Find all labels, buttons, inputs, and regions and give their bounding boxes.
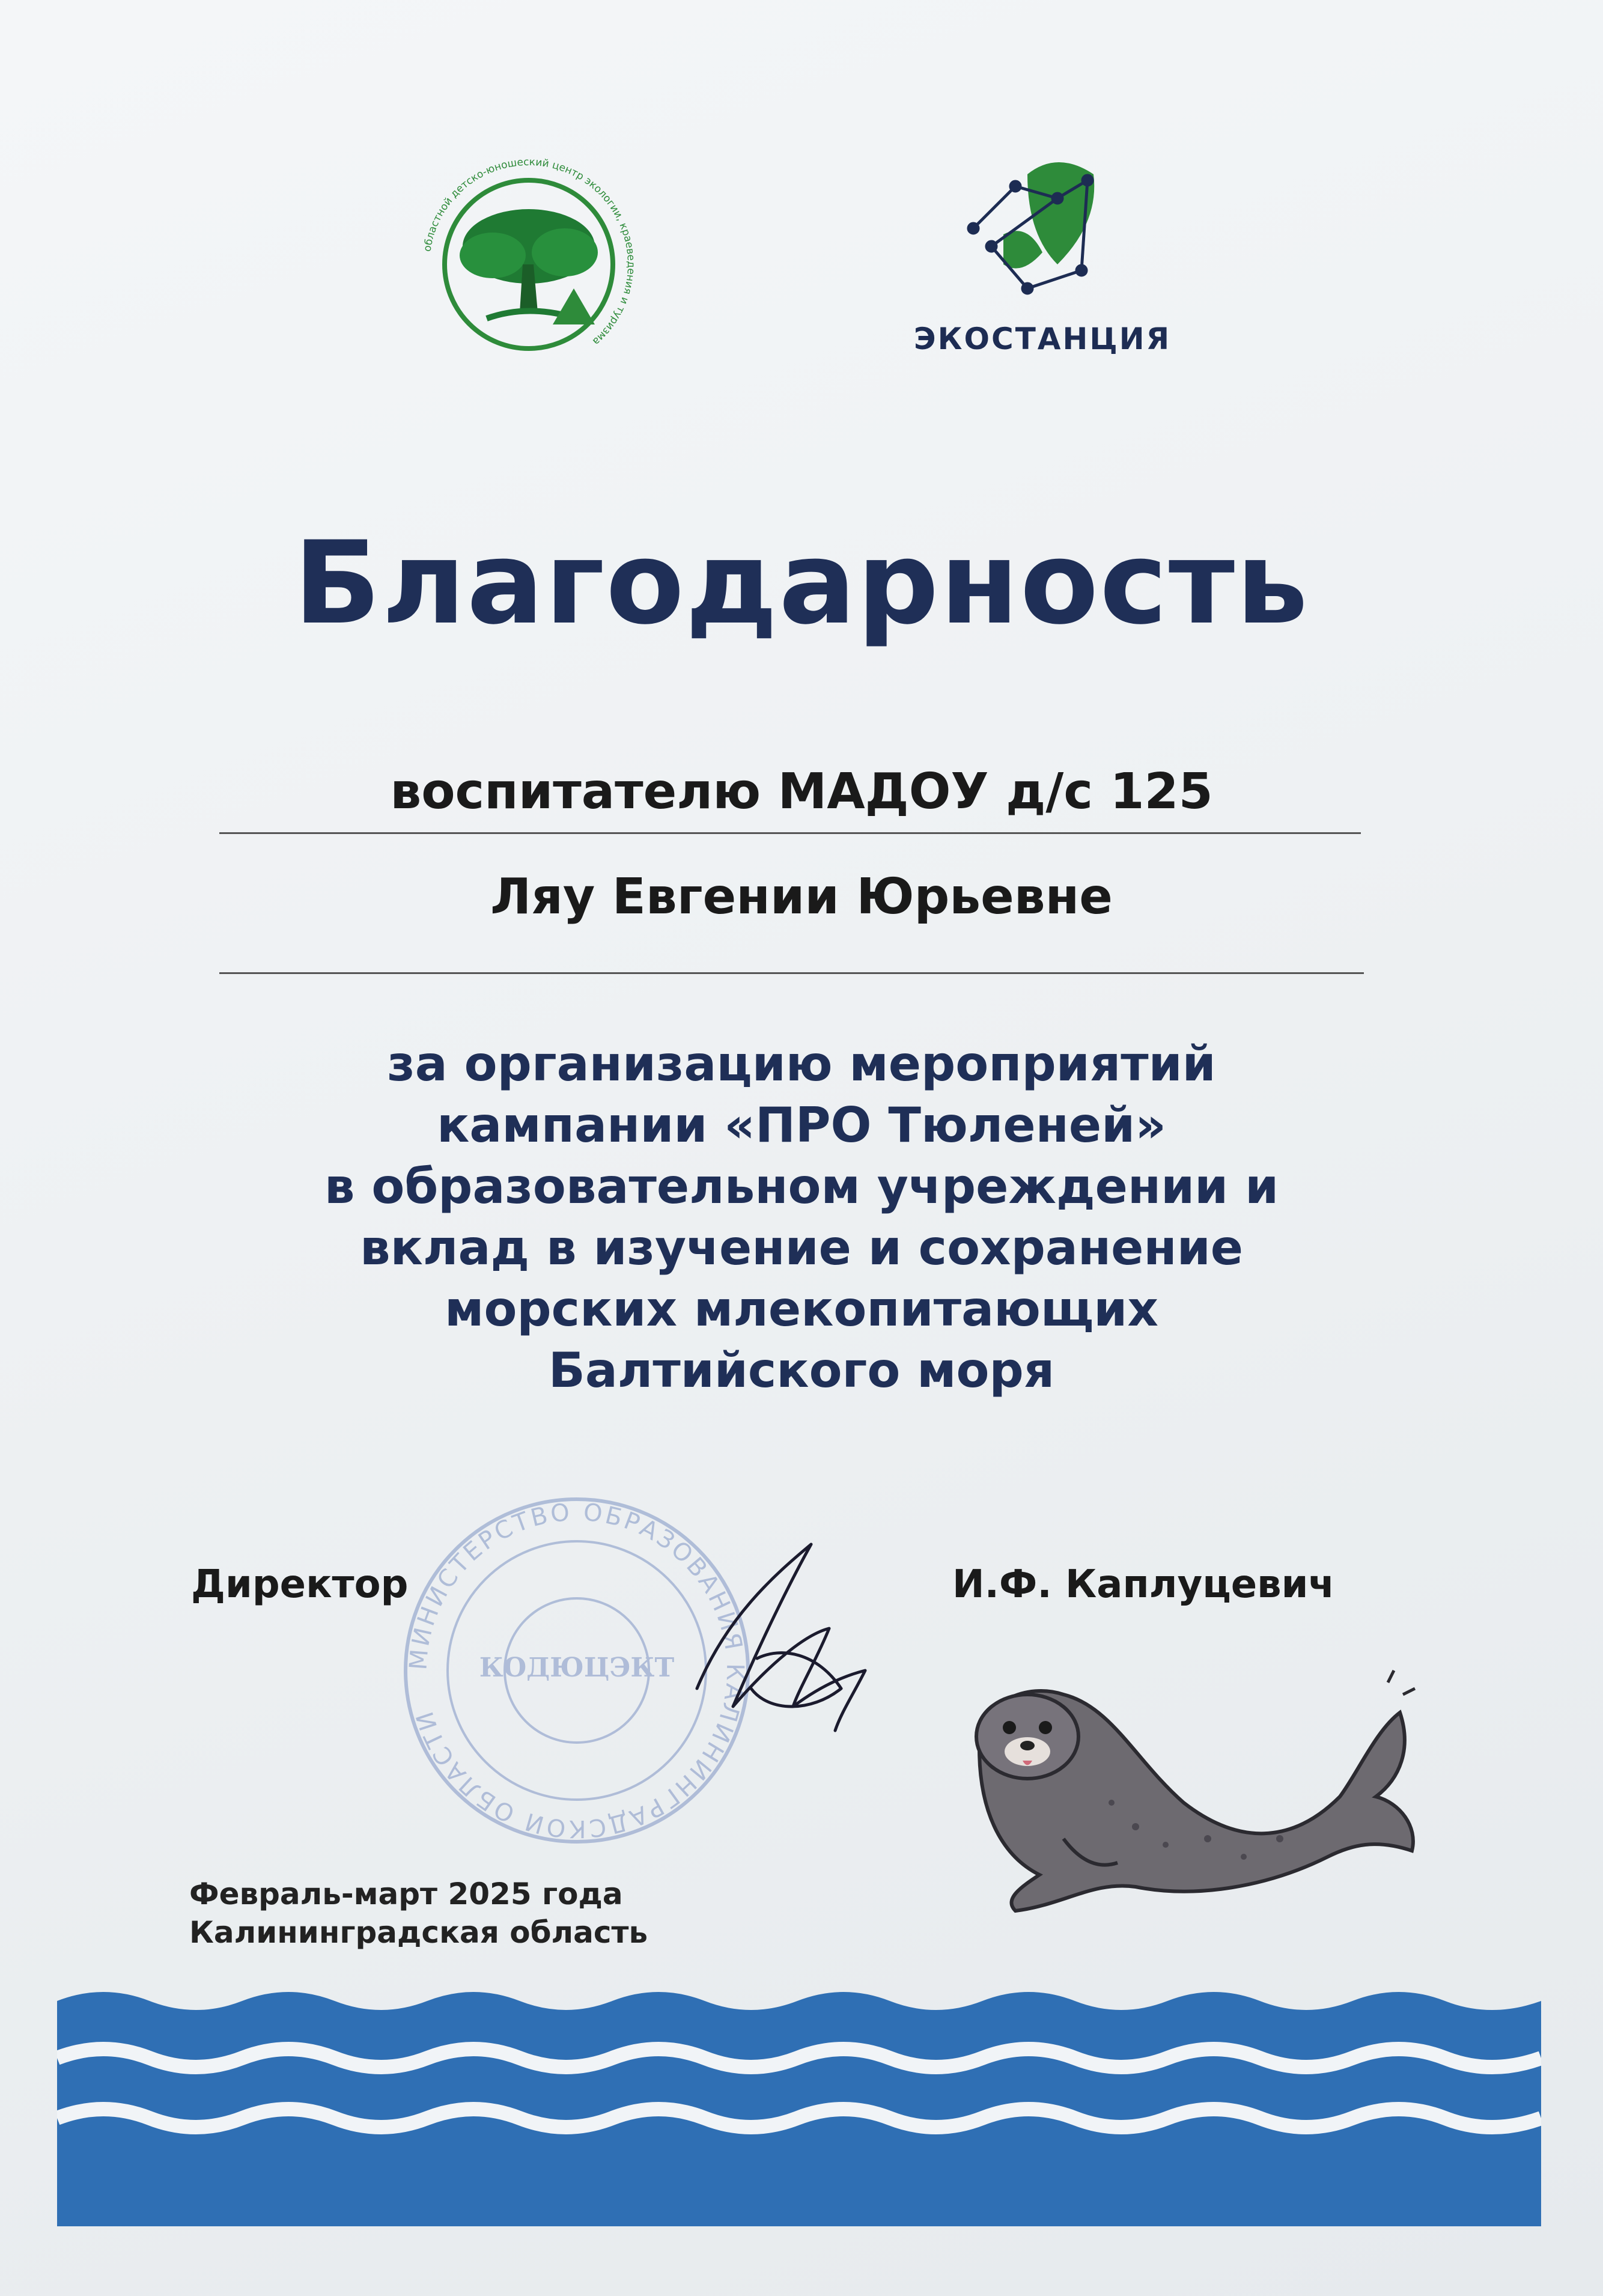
sea-waves-icon <box>57 1989 1541 2226</box>
tree-emblem-logo <box>415 150 643 379</box>
ecostation-logo <box>901 150 1184 403</box>
reason-line: Балтийского моря <box>548 1342 1055 1398</box>
divider-line <box>219 832 1361 834</box>
recipient-name: Ляу Евгении Юрьевне <box>490 868 1113 925</box>
handwritten-signature <box>661 1508 913 1785</box>
footer-date: Февраль-март 2025 года <box>189 1877 623 1911</box>
seal-illustration-icon <box>955 1646 1424 1935</box>
reason-line: за организацию мероприятий <box>387 1036 1216 1092</box>
reason-line: вклад в изучение и сохранение <box>360 1220 1243 1276</box>
certificate-footer <box>189 1875 648 1952</box>
reason-line: морских млекопитающих <box>445 1281 1158 1337</box>
ecostation-wordmark <box>901 321 1184 356</box>
ecostation-suffix: СТАНЦИЯ <box>991 321 1172 356</box>
logo-ring-text: областной детско-юношеский центр экологии, краеведения и туризма <box>421 156 637 348</box>
constellation-leaf-icon <box>937 150 1154 306</box>
certificate-title: Благодарность <box>293 517 1310 650</box>
reason-line: в образовательном учреждении и <box>324 1159 1279 1214</box>
footer-region: Калининградская область <box>189 1915 648 1950</box>
award-reason <box>180 1034 1423 1401</box>
ecostation-prefix: ЭКО <box>913 321 991 356</box>
reason-line: кампании «ПРО Тюленей» <box>437 1097 1166 1153</box>
director-name: И.Ф. Каплуцевич <box>952 1562 1335 1607</box>
stamp-center-text: КОДЮЦЭКТ <box>479 1652 675 1683</box>
divider-line <box>219 972 1364 974</box>
stamp-ring-text: МИНИСТЕРСТВО ОБРАЗОВАНИЯ КАЛИНИНГРАДСКОЙ ОБЛАСТИ <box>404 1498 749 1843</box>
director-position: Директор <box>191 1562 409 1607</box>
recipient-role: воспитателю МАДОУ д/с 125 <box>390 763 1213 820</box>
